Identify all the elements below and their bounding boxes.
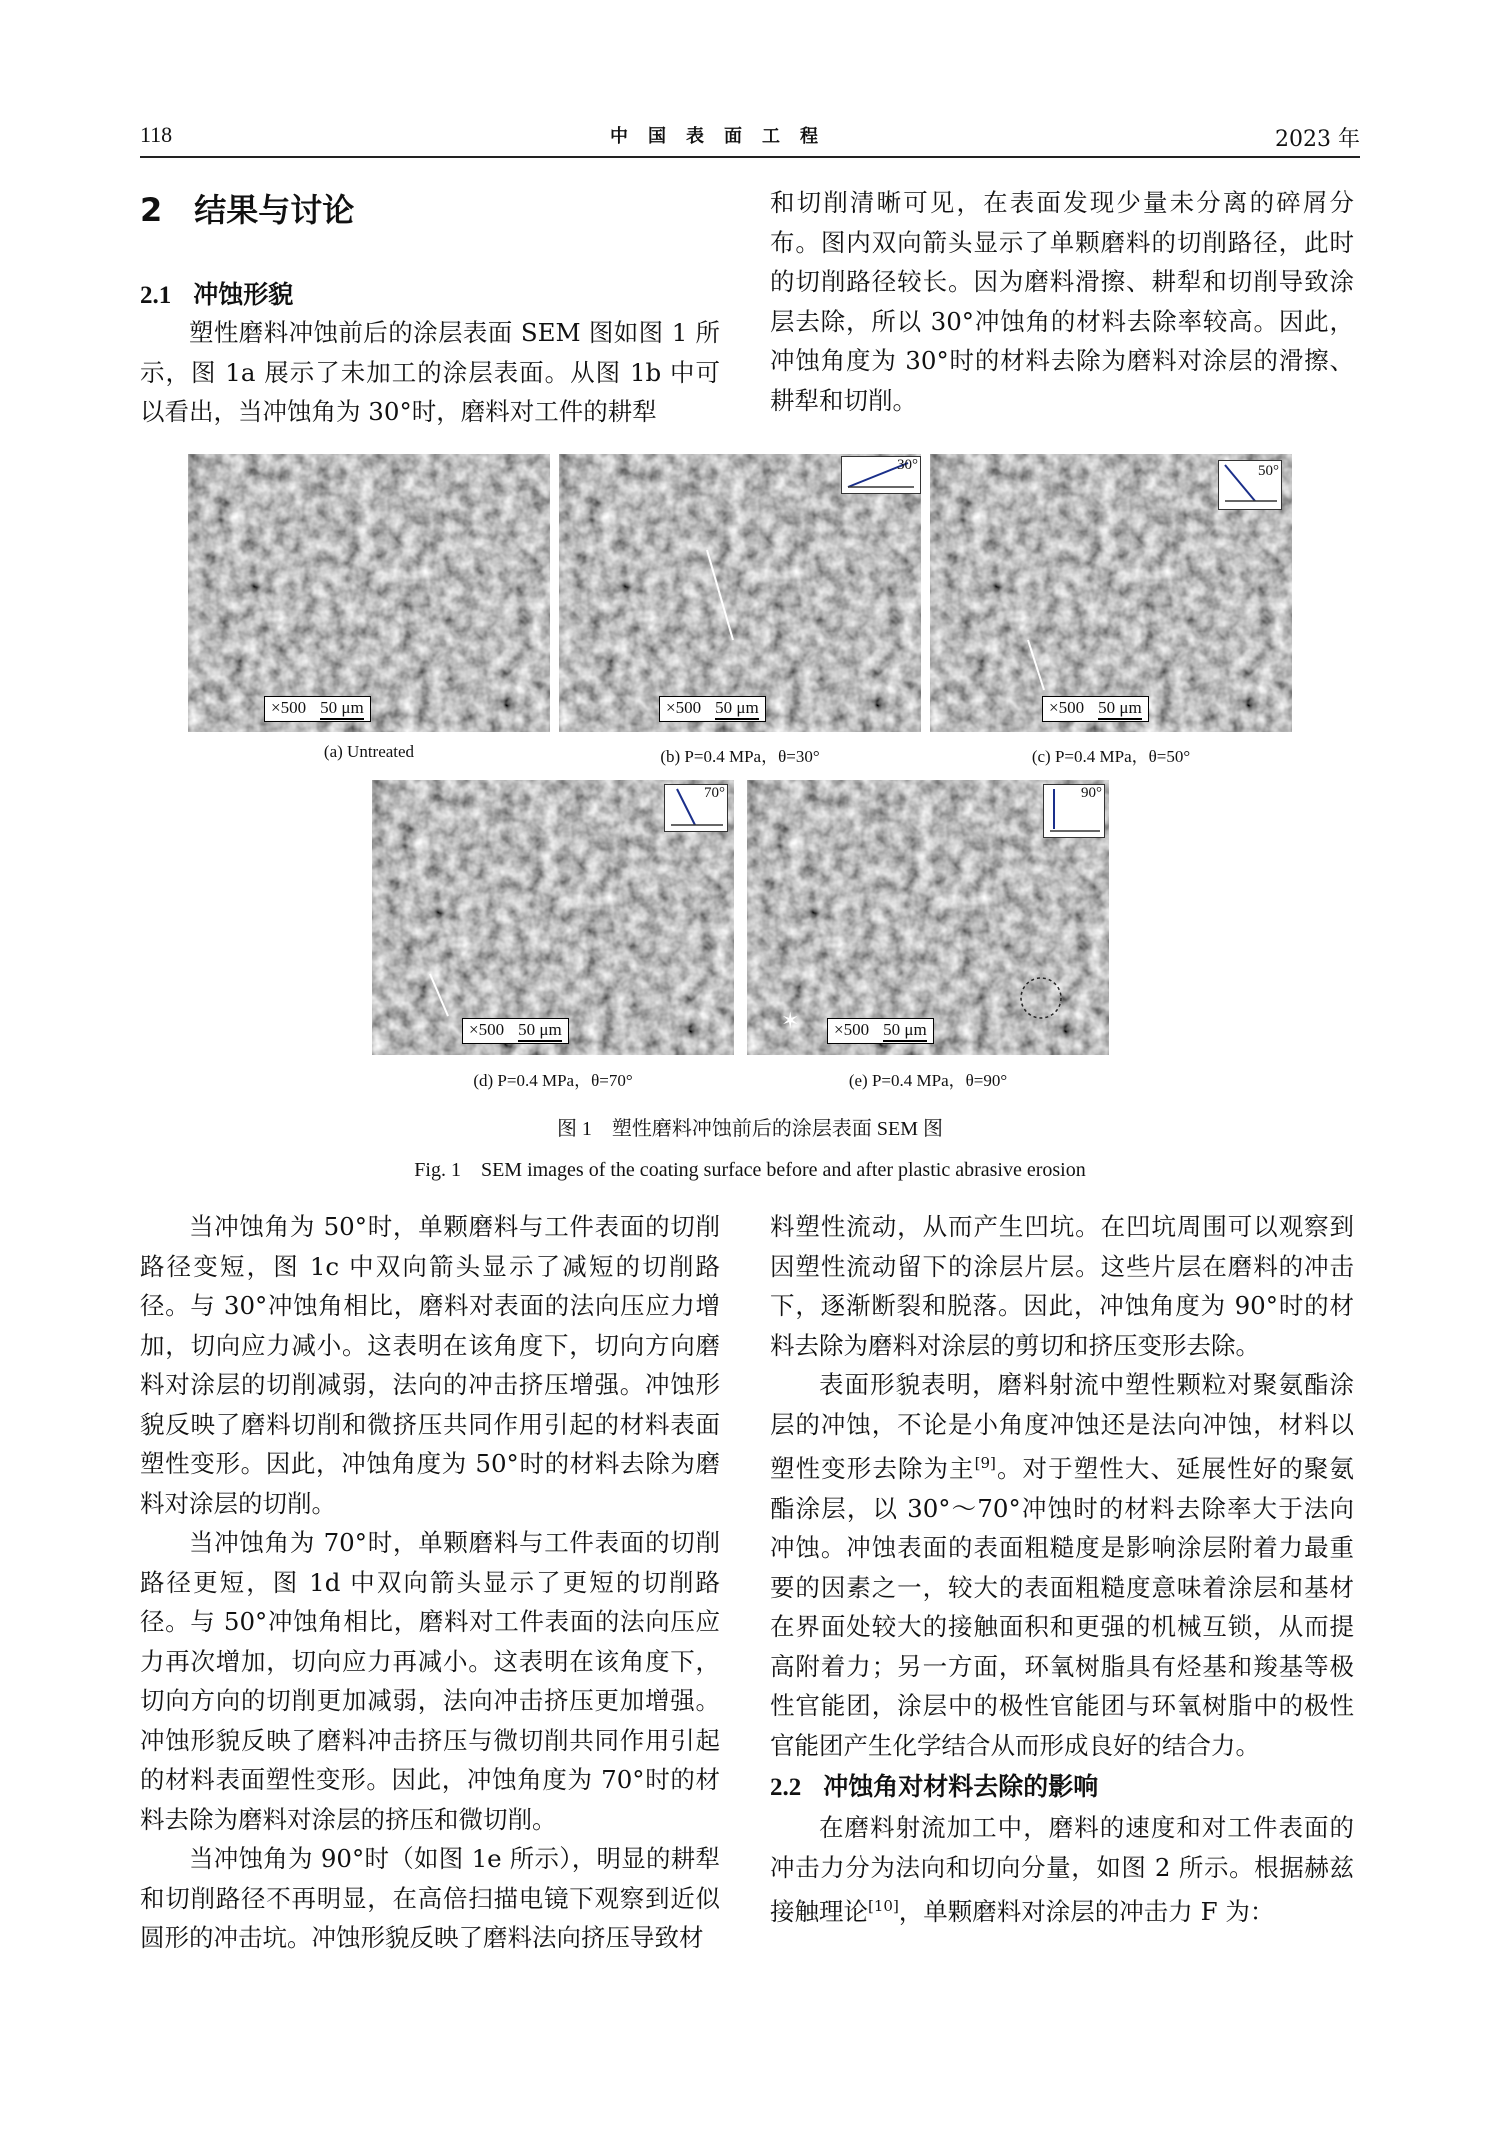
caption-b: (b) P=0.4 MPa，θ=30° <box>660 747 820 766</box>
paragraph: 当冲蚀角为 50°时，单颗磨料与工件表面的切削路径变短，图 1c 中双向箭头显示了减短的切削路径。与 30°冲蚀角相比，磨料对表面的法向压应力增加，切向应力减小。这表明在该角度下，切向方向磨料对涂层的切削减弱，法向的冲击挤压增强。冲蚀形貌反映了磨料切削和微挤压共同作用引起的材料表面塑性变形。因此，冲蚀角度为 50°时的材料去除为磨料对涂层的切削。 <box>140 1212 720 1518</box>
scale-magnification: ×500 <box>834 1020 870 1039</box>
page-header <box>140 120 1360 158</box>
right-column-top <box>770 183 1354 420</box>
subsection-number: 2.1 <box>140 282 172 309</box>
scale-magnification: ×500 <box>469 1020 505 1039</box>
left-column-bottom <box>140 1207 720 1958</box>
angle-inset <box>1043 784 1105 838</box>
paragraph <box>770 1365 1354 1765</box>
caption-e: (e) P=0.4 MPa，θ=90° <box>848 1071 1008 1090</box>
figure-caption-cn: 图 1 塑性磨料冲蚀前后的涂层表面 SEM 图 <box>556 1118 944 1140</box>
citation-ref: [10] <box>868 1897 899 1916</box>
angle-label: 70° <box>704 785 725 801</box>
sem-texture <box>559 454 921 732</box>
sem-image-e <box>747 780 1109 1055</box>
angle-inset <box>841 456 921 494</box>
scale-magnification: ×500 <box>666 698 702 717</box>
sem-texture <box>188 454 550 732</box>
caption-d: (d) P=0.4 MPa，θ=70° <box>473 1071 633 1090</box>
journal-title: 中国表面工程 <box>610 126 838 147</box>
sem-image-b <box>559 454 921 732</box>
paragraph <box>770 1808 1354 1932</box>
paragraph-text: 表面形貌表明，磨料射流中塑性颗粒对聚氨酯涂层的冲蚀，不论是小角度冲蚀还是法向冲蚀，材料以塑性变形去除为主 <box>770 1370 1354 1484</box>
scale-magnification: ×500 <box>271 698 307 717</box>
subsection-title: 冲蚀形貌 <box>193 280 294 309</box>
scale-length: 50 μm <box>1098 698 1142 720</box>
scale-length: 50 μm <box>320 698 364 720</box>
subsection-title: 冲蚀角对材料去除的影响 <box>823 1772 1099 1802</box>
paragraph: 和切削清晰可见，在表面发现少量未分离的碎屑分布。图内双向箭头显示了单颗磨料的切削路径，此时的切削路径较长。因为磨料滑擦、耕犁和切削导致涂层去除，所以 30°冲蚀角的材料去除率较高。因此，冲蚀角度为 30°时的材料去除为磨料对涂层的滑擦、耕犁和切削。 <box>770 188 1354 415</box>
header-year: 2023 年 <box>1275 127 1360 152</box>
paragraph-text: ，单颗磨料对涂层的冲击力 F 为： <box>898 1897 1275 1927</box>
figure-caption-en: Fig. 1 SEM images of the coating surface before and after plastic abrasive erosion <box>414 1159 1086 1181</box>
caption-c: (c) P=0.4 MPa，θ=50° <box>1031 747 1191 766</box>
paragraph-text: 在磨料射流加工中，磨料的速度和对工件表面的冲击力分为法向和切向分量，如图 2 所示。根据赫兹接触理论 <box>770 1813 1354 1927</box>
subsection-heading-2-1 <box>140 275 720 311</box>
scale-magnification: ×500 <box>1049 698 1085 717</box>
paragraph: 料塑性流动，从而产生凹坑。在凹坑周围可以观察到因塑性流动留下的涂层片层。这些片层在磨料的冲击下，逐渐断裂和脱落。因此，冲蚀角度为 90°时的材料去除为磨料对涂层的剪切和挤压变形去除。 <box>770 1212 1354 1360</box>
sem-image-c <box>930 454 1292 732</box>
scale-bar <box>1042 696 1149 722</box>
sem-image-a <box>188 454 550 732</box>
subsection-number: 2.2 <box>770 1774 802 1802</box>
subsection-heading-2-2 <box>770 1767 1354 1808</box>
star-marker-icon: ✶ <box>781 1009 800 1034</box>
scale-length: 50 μm <box>883 1020 927 1042</box>
right-column-bottom <box>770 1207 1354 1932</box>
scale-bar <box>659 696 766 722</box>
scale-bar <box>462 1018 569 1044</box>
paragraph: 当冲蚀角为 70°时，单颗磨料与工件表面的切削路径更短，图 1d 中双向箭头显示了更短的切削路径。与 50°冲蚀角相比，磨料对工件表面的法向压应力再次增加，切向应力再减小。这表明在该角度下，切向方向的切削更加减弱，法向冲击挤压更加增强。冲蚀形貌反映了磨料冲击挤压与微切削共同作用引起的材料表面塑性变形。因此，冲蚀角度为 70°时的材料去除为磨料对涂层的挤压和微切削。 <box>140 1528 720 1834</box>
paragraph: 塑性磨料冲蚀前后的涂层表面 SEM 图如图 1 所示，图 1a 展示了未加工的涂层表面。从图 1b 中可以看出，当冲蚀角为 30°时，磨料对工件的耕犁 <box>140 318 720 426</box>
paragraph-text: 。对于塑性大、延展性好的聚氨酯涂层，以 30°～70°冲蚀时的材料去除率大于法向冲蚀。冲蚀表面的表面粗糙度是影响涂层附着力最重要的因素之一，较大的表面粗糙度意味着涂层和基材在界面处较大的接触面积和更强的机械互锁，从而提高附着力；另一方面，环氧树脂具有烃基和羧基等极性官能团，涂层中的极性官能团与环氧树脂中的极性官能团产生化学结合从而形成良好的结合力。 <box>770 1454 1355 1760</box>
paragraph: 当冲蚀角为 90°时（如图 1e 所示），明显的耕犁和切削路径不再明显，在高倍扫描电镜下观察到近似圆形的冲击坑。冲蚀形貌反映了磨料法向挤压导致材 <box>140 1844 720 1952</box>
scale-length: 50 μm <box>715 698 759 720</box>
scale-bar <box>264 696 371 722</box>
angle-inset <box>1218 460 1282 510</box>
angle-label: 90° <box>1081 785 1102 801</box>
angle-label: 30° <box>897 457 918 473</box>
section-number: 2 <box>140 191 163 229</box>
section-title: 结果与讨论 <box>194 191 355 229</box>
angle-inset <box>664 784 728 832</box>
scale-length: 50 μm <box>518 1020 562 1042</box>
left-column-top <box>140 185 720 432</box>
citation-ref: [9] <box>974 1454 996 1472</box>
section-heading <box>140 185 720 231</box>
caption-a: (a) Untreated <box>323 742 415 761</box>
angle-label: 50° <box>1258 463 1279 479</box>
scale-bar <box>827 1018 934 1044</box>
sem-image-d <box>372 780 734 1055</box>
page-number: 118 <box>140 122 173 147</box>
